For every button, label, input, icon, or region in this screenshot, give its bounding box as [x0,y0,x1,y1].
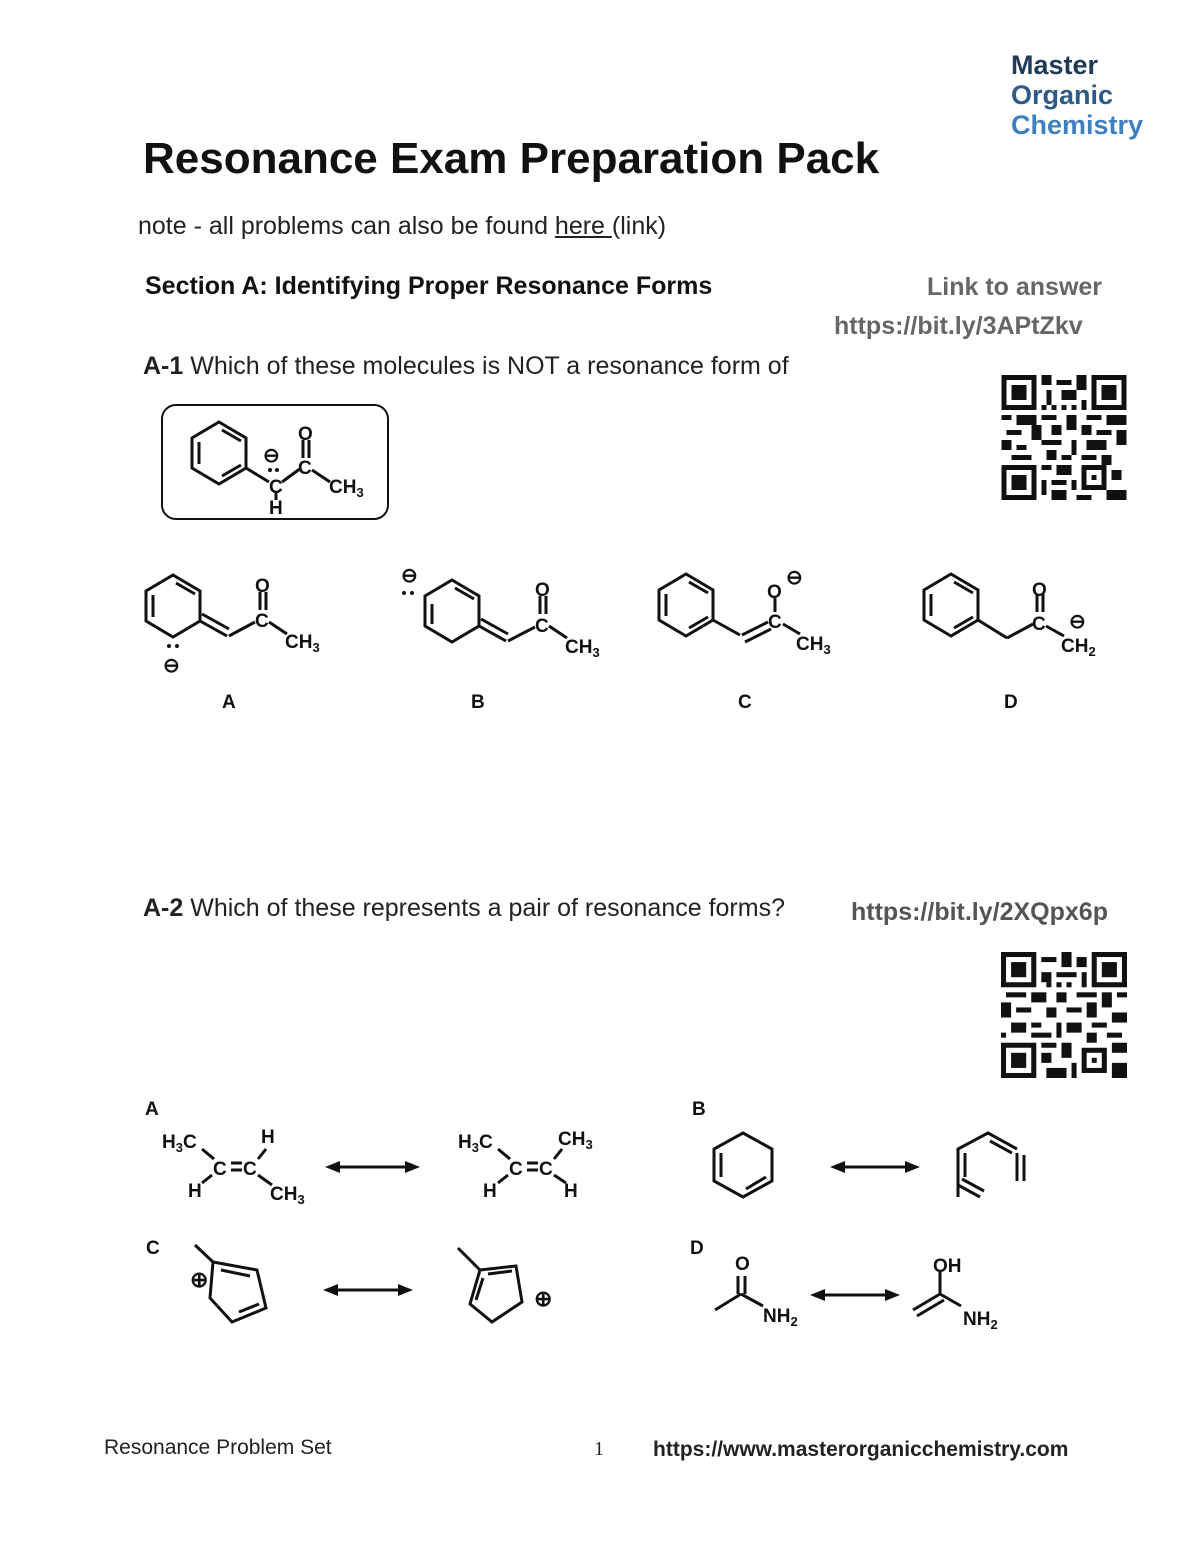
chem-NH2-label [763,1306,798,1329]
chem-CH3-label [565,637,600,660]
a2-option-d-structure [685,1230,1045,1340]
question-a1-number: A-1 [143,352,184,380]
chem-sub-3: 3 [312,640,320,655]
chem-C-label: C [255,611,269,632]
chem-O-label: O [1032,580,1047,601]
chem-C-label: C [269,477,283,498]
chem-sub-3: 3 [823,642,831,657]
chem-CH-text: CH [1061,636,1089,657]
question-a2-number: A-2 [143,894,184,922]
minus-charge-icon: ⊖ [786,567,803,589]
chem-CH-text: CH [796,634,824,655]
logo-line-1: Master [1011,50,1099,80]
note-prefix: note - all problems can also be found [138,212,555,240]
answer-label: Link to answer [927,273,1103,301]
minus-charge-icon: ⊖ [401,565,418,587]
a2-option-b-structure [685,1095,1045,1210]
option-d-label: D [690,1238,704,1259]
question-a1 [143,352,789,381]
chem-CH3-label [270,1184,305,1207]
chem-O-label: O [535,580,550,601]
chem-sub-2: 2 [790,1314,798,1329]
a1-option-b-structure [395,560,615,720]
page-number: 1 [594,1438,604,1460]
chem-C-label: C [509,1159,523,1180]
chem-H3C-label [458,1132,493,1155]
chem-C-label: C [298,458,312,479]
chem-sub-3: 3 [297,1192,305,1207]
chem-H-label: H [188,1181,202,1202]
chem-sub-3: 3 [585,1137,593,1152]
option-a-label: A [222,692,236,713]
option-b-label: B [471,692,485,713]
qr-code-a1[interactable] [1000,375,1128,500]
footer-title: Resonance Problem Set [104,1436,332,1459]
a1-option-c-structure [650,560,860,720]
chem-CH3-label [285,632,320,655]
minus-charge-icon: ⊖ [163,655,180,677]
chem-O-label: O [255,576,270,597]
chem-H3C-label [162,1132,197,1155]
chem-O-label: O [298,424,313,445]
chem-O-label: O [767,582,782,603]
plus-charge-icon: ⊕ [190,1267,209,1292]
option-b-label: B [692,1099,706,1120]
chem-C-label: C [1032,614,1046,635]
answer-link-a2[interactable]: https://bit.ly/2XQpx6p [851,898,1108,926]
page-title: Resonance Exam Preparation Pack [143,134,880,183]
chem-C-text: C [182,1132,197,1153]
option-d-label: D [1004,692,1018,713]
a1-option-d-structure [915,560,1125,720]
chem-H-label: H [564,1181,578,1202]
chem-CH-text: CH [285,632,313,653]
a2-option-c-structure [140,1230,580,1340]
question-a2 [143,894,785,923]
chem-H-text: H [458,1132,472,1153]
note-suffix: (link) [611,212,667,240]
chem-sub-3: 3 [592,645,600,660]
chem-CH2-label [1061,636,1096,659]
chem-H-text: H [162,1132,176,1153]
logo-line-2: Organic [1011,80,1114,110]
chem-sub-3: 3 [175,1140,183,1155]
chem-H-label: H [261,1127,275,1148]
a1-option-a-structure [135,560,335,720]
a1-starting-structure [155,400,395,525]
footer-website-link[interactable]: https://www.masterorganicchemistry.com [653,1438,1069,1461]
chem-CH3-label [558,1129,593,1152]
chem-C-label: C [213,1159,227,1180]
chem-H-label: H [269,498,283,519]
chem-C-label: C [243,1159,257,1180]
plus-charge-icon: ⊕ [534,1286,553,1311]
minus-charge-icon: ⊖ [1069,611,1086,633]
note-line [138,212,666,241]
question-a1-text: Which of these molecules is NOT a resonance form of [183,352,789,380]
chem-CH3-label [329,477,364,500]
chem-C-label: C [539,1159,553,1180]
option-c-label: C [738,692,752,713]
chem-sub-3: 3 [356,485,364,500]
logo [1011,50,1143,140]
chem-CH-text: CH [329,477,357,498]
option-a-label: A [145,1099,159,1120]
chem-OH-label: OH [933,1256,962,1277]
chem-sub-2: 2 [990,1317,998,1332]
chem-CH3-label [796,634,831,657]
logo-line-3: Chemistry [1011,110,1144,140]
chem-CH-text: CH [270,1184,298,1205]
question-a2-text: Which of these represents a pair of resonance forms? [183,894,785,922]
chem-C-label: C [768,612,782,633]
chem-sub-2: 2 [1088,644,1096,659]
a2-option-a-structure [140,1095,620,1210]
chem-H-label: H [483,1181,497,1202]
minus-charge-icon: ⊖ [263,445,280,467]
answer-link-a1[interactable]: https://bit.ly/3APtZkv [834,312,1083,340]
chem-O-label: O [735,1254,750,1275]
chem-NH-text: NH [963,1309,991,1330]
chem-CH-text: CH [558,1129,586,1150]
chem-NH2-label [963,1309,998,1332]
chem-sub-3: 3 [471,1140,479,1155]
chem-CH-text: CH [565,637,593,658]
option-c-label: C [146,1238,160,1259]
qr-code-a2[interactable] [1000,952,1128,1078]
section-a-title: Section A: Identifying Proper Resonance Forms [145,272,713,300]
here-link[interactable]: here [554,212,612,240]
chem-C-label: C [535,616,549,637]
chem-C-text: C [478,1132,493,1153]
chem-NH-text: NH [763,1306,791,1327]
